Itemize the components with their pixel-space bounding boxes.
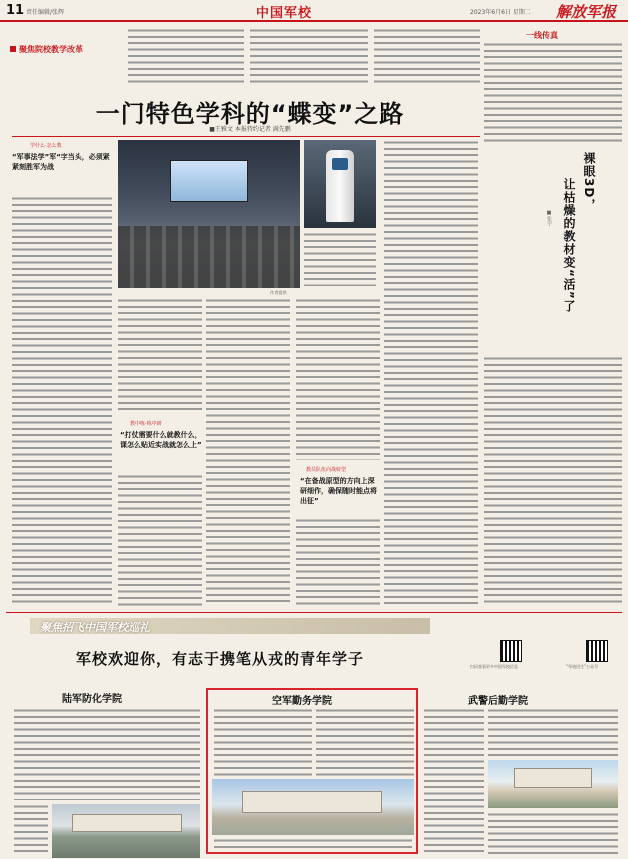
building-graphic: [72, 814, 182, 832]
school-name: 陆军防化学院: [62, 694, 122, 705]
article-text: [12, 196, 112, 606]
subsection-tag: 教员队伍向战转型: [306, 467, 347, 473]
photo-description: [304, 232, 376, 286]
subsection-heading: “军事法学”军“字当头，必须紧紧刻胜军为战: [12, 153, 110, 171]
campus-photo: [488, 760, 618, 808]
school-name: 武警后勤学院: [468, 696, 528, 707]
article-text: [118, 474, 202, 606]
divider: [12, 136, 480, 137]
school-description: [488, 812, 618, 856]
column-tag: 聚焦院校教学改革: [10, 44, 83, 55]
text-block: [250, 28, 368, 84]
school-description: [14, 708, 200, 800]
feature-title-line2: 让枯燥的教材变“活”了: [562, 178, 576, 313]
issue-date: 2023年6月6日 星期二: [470, 9, 531, 16]
page-number: 11: [6, 3, 25, 18]
feature-text: [484, 356, 622, 606]
masthead: [0, 0, 628, 22]
main-headline: 一门特色学科的“蝶变”之路: [95, 100, 405, 128]
robot-graphic: [326, 150, 354, 222]
campus-photo: [212, 779, 414, 835]
school-name: 空军勤务学院: [272, 696, 332, 707]
subsection-tag: 教中练·练中研: [130, 421, 162, 427]
school-description: [14, 804, 48, 856]
brief-text: [484, 42, 622, 146]
campus-photo: [52, 804, 200, 858]
feature-byline: ■张宇: [546, 210, 552, 226]
desks-graphic: [118, 226, 300, 288]
photo-caption: 作者提供: [270, 290, 287, 295]
headline-byline: ■王雅文 本报特约记者 满先鹏: [209, 126, 291, 133]
article-text: [296, 518, 380, 606]
subsection-heading: “在备战原型的方向上深研细作，确保随时能点将出征”: [300, 477, 377, 505]
qr-caption: “军校招生”公众号: [566, 664, 599, 669]
school-description: [214, 708, 312, 776]
editor-credit: 责任编辑/张辉: [26, 9, 65, 16]
screen-graphic: [170, 160, 248, 202]
qr-caption: 扫码查看更多中国军校信息: [470, 664, 518, 669]
right-column-head: 一线传真: [526, 31, 558, 40]
school-description: [424, 708, 484, 856]
qr-code-icon[interactable]: [500, 640, 522, 662]
section-title: 中国军校: [256, 6, 313, 21]
feature-title-line1: 裸眼3D，: [582, 152, 596, 212]
article-text: [296, 298, 380, 460]
article-text: [384, 140, 478, 606]
school-description: [214, 838, 412, 852]
school-description: [488, 708, 618, 756]
building-graphic: [514, 768, 592, 788]
article-text: [118, 298, 202, 414]
qr-code-icon[interactable]: [586, 640, 608, 662]
bottom-headline: 军校欢迎你，有志于携笔从戎的青年学子: [76, 650, 365, 668]
article-text: [206, 298, 290, 604]
subsection-heading: “打仗需要什么就教什么，课怎么贴近实战就怎么上”: [120, 431, 202, 449]
text-block: [374, 28, 480, 84]
robot-photo: [304, 140, 376, 228]
text-block: [128, 28, 244, 84]
classroom-photo: [118, 140, 300, 288]
subsection-tag: 学什么·怎么教: [30, 143, 62, 149]
section-divider: [6, 612, 622, 613]
school-description: [316, 708, 414, 776]
banner-title: 聚焦招飞中国军校巡礼: [40, 621, 150, 634]
paper-logo: 解放军报: [556, 3, 617, 21]
building-graphic: [242, 791, 382, 813]
